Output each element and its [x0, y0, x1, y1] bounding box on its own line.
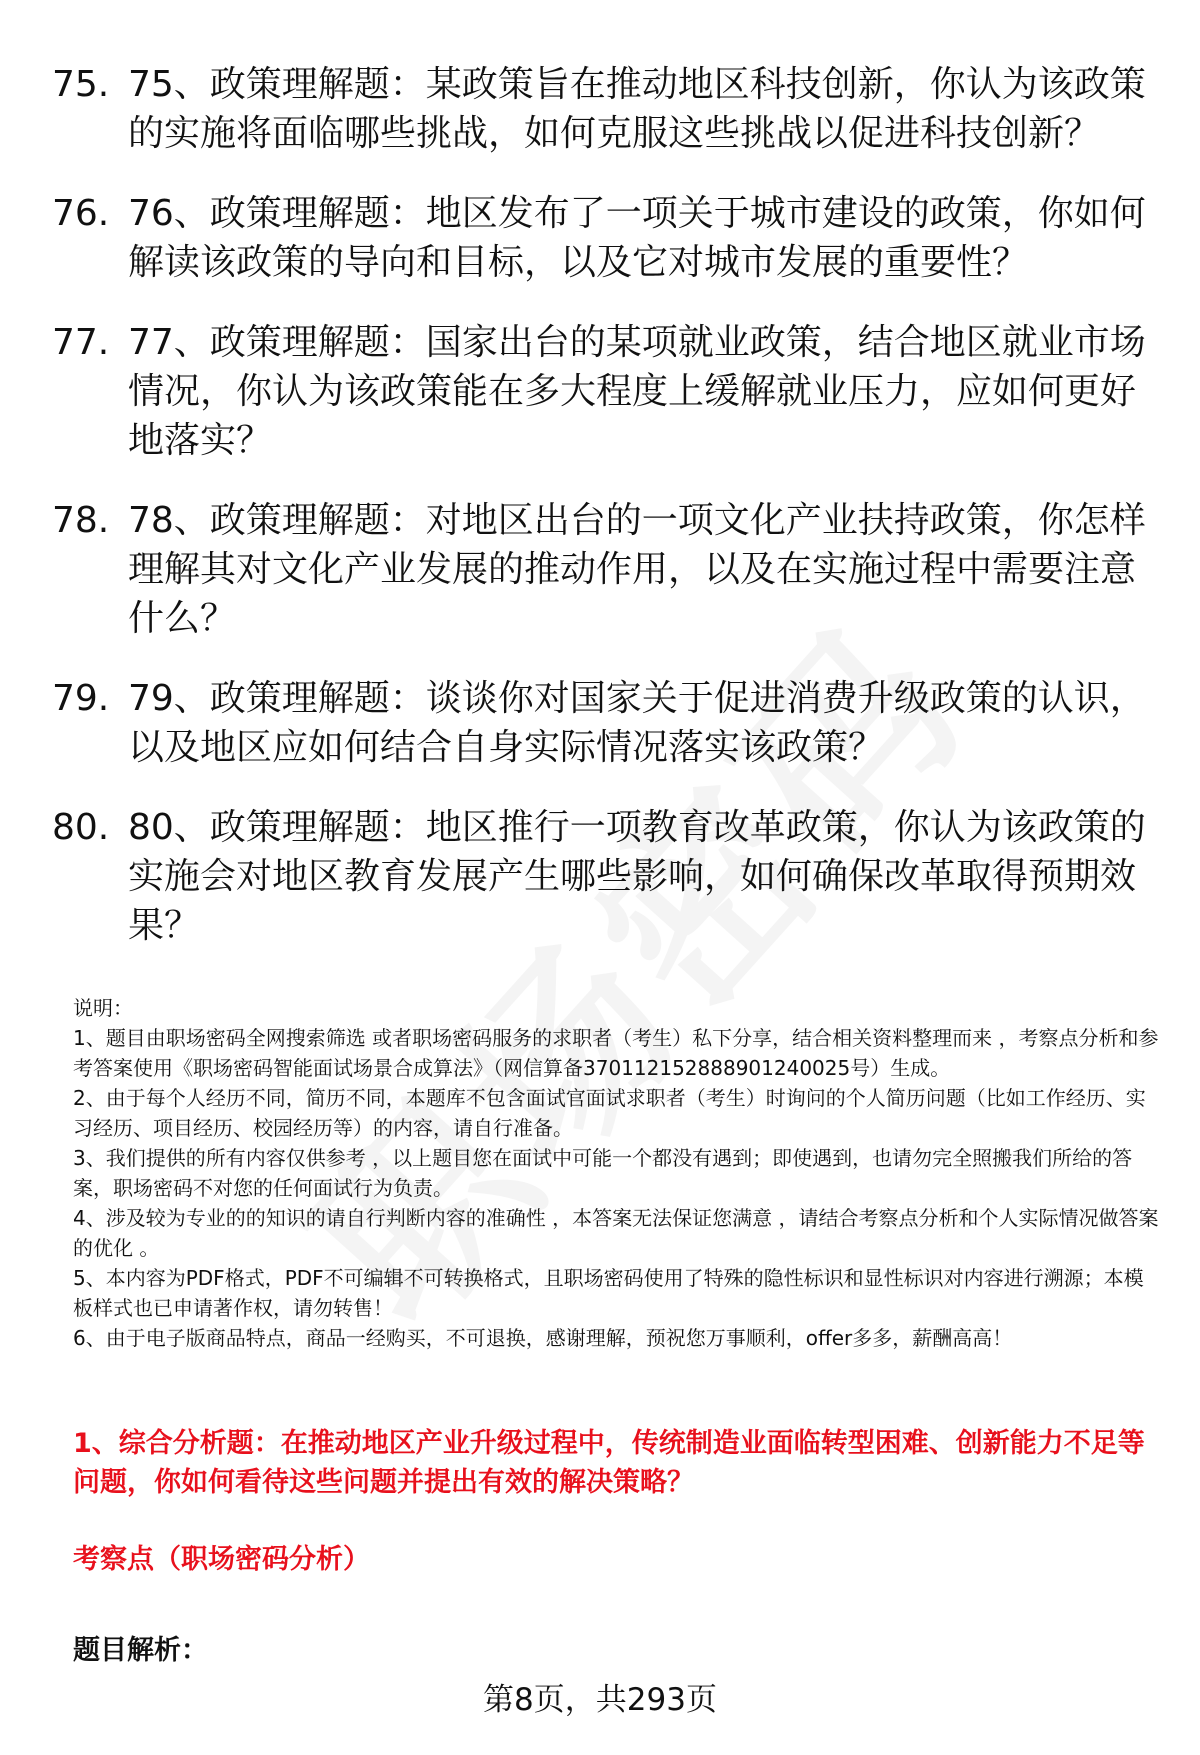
note-item: 1、题目由职场密码全网搜索筛选 或者职场密码服务的求职者（考生）私下分享，结合相关资料整理而来 ，考察点分析和参考答案使用《职场密码智能面试场景合成算法》（网信算备370112152888901240025号）生成。 [73, 1026, 1159, 1080]
note-item: 6、由于电子版商品特点，商品一经购买，不可退换，感谢理解，预祝您万事顺利，offer多多，薪酬高高！ [73, 1326, 1013, 1350]
question-number: 77. [52, 322, 110, 363]
question-item [52, 189, 1152, 287]
question-text: 75、政策理解题：某政策旨在推动地区科技创新，你认为该政策的实施将面临哪些挑战，如何克服这些挑战以促进科技创新？ [128, 64, 1146, 154]
notes-section [73, 993, 1163, 1353]
question-item [52, 496, 1152, 643]
question-text: 77、政策理解题：国家出台的某项就业政策，结合地区就业市场情况，你认为该政策能在多大程度上缓解就业压力，应如何更好地落实？ [128, 322, 1146, 461]
question-text: 80、政策理解题：地区推行一项教育改革政策，你认为该政策的实施会对地区教育发展产生哪些影响，如何确保改革取得预期效果？ [128, 807, 1146, 946]
question-text: 78、政策理解题：对地区出台的一项文化产业扶持政策，你怎样理解其对文化产业发展的推动作用，以及在实施过程中需要注意什么？ [128, 500, 1146, 639]
question-number: 80. [52, 807, 110, 848]
question-item [52, 674, 1152, 772]
question-number: 79. [52, 678, 110, 719]
question-number: 76. [52, 193, 110, 234]
note-item: 4、涉及较为专业的的知识的请自行判断内容的准确性 ，本答案无法保证您满意 ，请结合考察点分析和个人实际情况做答案的优化 。 [73, 1206, 1159, 1260]
question-text: 76、政策理解题：地区发布了一项关于城市建设的政策，你如何解读该政策的导向和目标，以及它对城市发展的重要性？ [128, 193, 1146, 283]
section-question: 1、综合分析题：在推动地区产业升级过程中，传统制造业面临转型困难、创新能力不足等问题，你如何看待这些问题并提出有效的解决策略？ [73, 1428, 1145, 1498]
question-number: 78. [52, 500, 110, 541]
note-item: 2、由于每个人经历不同，简历不同，本题库不包含面试官面试求职者（考生）时询问的个人简历问题（比如工作经历、实习经历、项目经历、校园经历等）的内容，请自行准备。 [73, 1086, 1146, 1140]
exam-point-heading: 考察点（职场密码分析） [73, 1544, 370, 1575]
question-item [52, 60, 1152, 158]
question-item [52, 318, 1152, 465]
question-text: 79、政策理解题：谈谈你对国家关于促进消费升级政策的认识，以及地区应如何结合自身实际情况落实该政策？ [128, 678, 1146, 768]
question-number: 75. [52, 64, 110, 105]
question-item [52, 803, 1152, 950]
notes-title: 说明： [73, 996, 133, 1020]
page-footer: 第8页，共293页 [483, 1682, 717, 1718]
note-item: 3、我们提供的所有内容仅供参考 ，以上题目您在面试中可能一个都没有遇到；即使遇到，也请勿完全照搬我们所给的答案，职场密码不对您的任何面试行为负责。 [73, 1146, 1133, 1200]
question-list [52, 60, 1152, 981]
analysis-heading: 题目解析： [73, 1635, 208, 1666]
note-item: 5、本内容为PDF格式，PDF不可编辑不可转换格式，且职场密码使用了特殊的隐性标识和显性标识对内容进行溯源；本模板样式也已申请著作权，请勿转售！ [73, 1266, 1144, 1320]
